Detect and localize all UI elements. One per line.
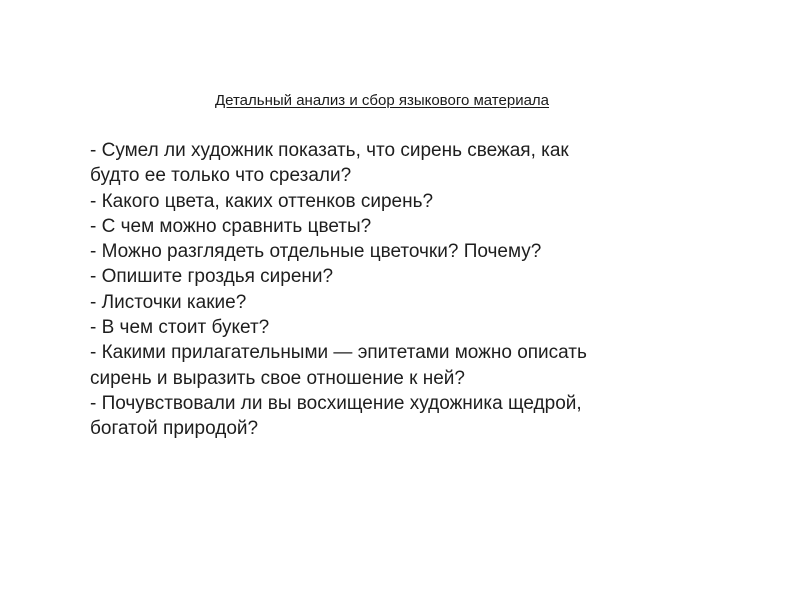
question-list: [90, 138, 730, 442]
question-line: - В чем стоит букет?: [90, 317, 270, 339]
question-line: богатой природой?: [90, 418, 259, 440]
question-line: будто ее только что срезали?: [90, 165, 352, 187]
question-line: - Какого цвета, каких оттенков сирень?: [90, 190, 434, 212]
question-line: - Опишите гроздья сирени?: [90, 266, 334, 288]
question-line: - Почувствовали ли вы восхищение художника щедрой,: [90, 392, 582, 414]
question-line: - С чем можно сравнить цветы?: [90, 215, 372, 237]
slide-heading: Детальный анализ и сбор языкового материала: [214, 92, 550, 109]
question-line: - Какими прилагательными — эпитетами можно описать: [90, 342, 587, 364]
question-line: сирень и выразить свое отношение к ней?: [90, 367, 465, 389]
question-line: - Листочки какие?: [90, 291, 247, 313]
question-line: - Можно разглядеть отдельные цветочки? Почему?: [90, 241, 542, 263]
question-line: - Сумел ли художник показать, что сирень свежая, как: [90, 140, 569, 161]
